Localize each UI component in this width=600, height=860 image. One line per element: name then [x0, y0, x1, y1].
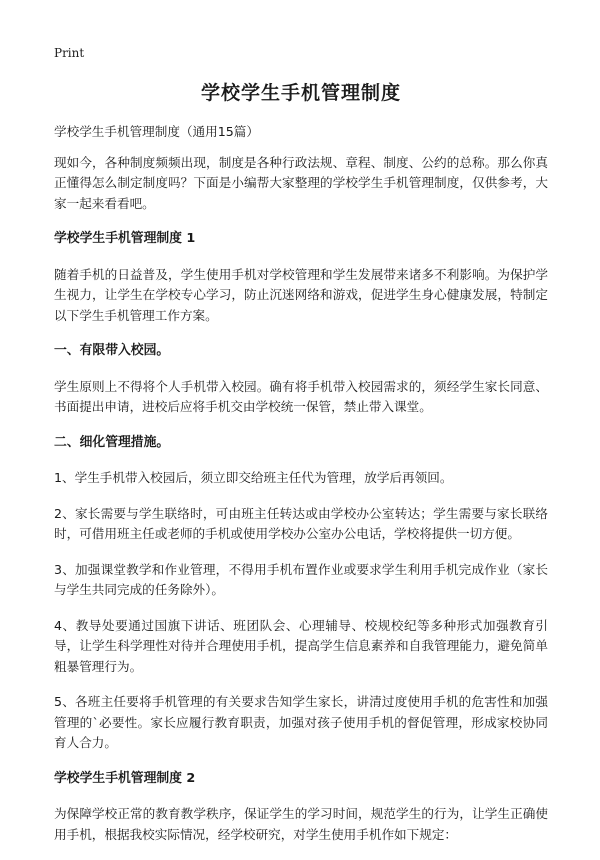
paragraph-1: 随着手机的日益普及，学生使用手机对学校管理和学生发展带来诸多不利影响。为保护学生视力，让学生在学校专心学习，防止沉迷网络和游戏，促进学生身心健康发展，特制定以下学生手机管理工作方案。	[54, 266, 548, 323]
section-heading-1: 学校学生手机管理制度 1	[54, 231, 196, 246]
print-link[interactable]: Print	[54, 46, 85, 60]
list-item: 5、各班主任要将手机管理的有关要求告知学生家长，讲清过度使用手机的危害性和加强管理的`必要性。家长应履行教育职责，加强对孩子使用手机的督促管理，形成家校协同育人合力。	[54, 694, 548, 750]
page-title: 学校学生手机管理制度	[200, 82, 401, 104]
subsection-heading-measures: 二、细化管理措施。	[54, 434, 170, 450]
paragraph-2: 为保障学校正常的教育教学秩序，保证学生的学习时间，规范学生的行为，让学生正确使用手机，根据我校实际情况，经学校研究，对学生使用手机作如下规定：	[54, 806, 548, 842]
document-subtitle: 学校学生手机管理制度（通用15篇）	[54, 124, 259, 139]
list-item: 1、学生手机带入校园后，须立即交给班主任代为管理，放学后再领回。	[54, 470, 453, 485]
document-body	[54, 122, 548, 860]
subsection-heading-limited-entry: 一、有限带入校园。	[54, 343, 170, 358]
intro-paragraph: 现如今，各种制度频频出现，制度是各种行政法规、章程、制度、公约的总称。那么你真正懂得怎么制定制度吗？下面是小编帮大家整理的学校学生手机管理制度，仅供参考，大家一起来看看吧。	[54, 154, 548, 211]
section-heading-2: 学校学生手机管理制度 2	[54, 770, 196, 786]
list-item: 3、加强课堂教学和作业管理，不得用手机布置作业或要求学生利用手机完成作业（家长与学生共同完成的任务除外）。	[54, 561, 548, 597]
subsection-text-limited-entry: 学生原则上不得将个人手机带入校园。确有将手机带入校园需求的，须经学生家长同意、书面提出申请，进校后应将手机交由学校统一保管，禁止带入课堂。	[54, 378, 548, 414]
list-item: 2、家长需要与学生联络时，可由班主任转达或由学校办公室转达；学生需要与家长联络时，可借用班主任或老师的手机或使用学校办公室办公电话，学校将提供一切方便。	[54, 505, 548, 541]
list-item: 4、教导处要通过国旗下讲话、班团队会、心理辅导、校规校纪等多种形式加强教育引导，让学生科学理性对待并合理使用手机，提高学生信息素养和自我管理能力，避免简单粗暴管理行为。	[54, 617, 548, 674]
